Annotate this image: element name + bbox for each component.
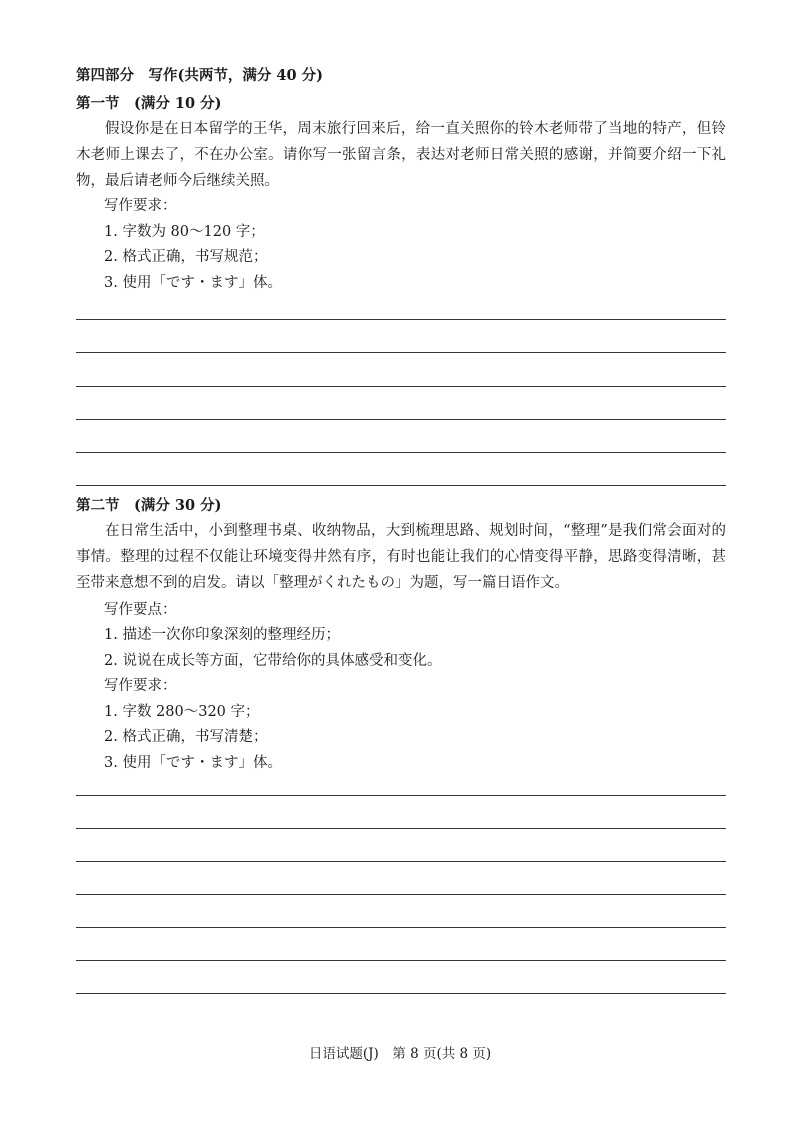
section2-point-2: 2. 说说在成长等方面，它带给你的具体感受和变化。 xyxy=(104,653,442,669)
answer-line[interactable] xyxy=(76,352,726,353)
answer-line[interactable] xyxy=(76,993,726,994)
answer-line[interactable] xyxy=(76,960,726,961)
section1-requirement-2: 2. 格式正确，书写规范； xyxy=(104,249,268,265)
page-footer: 日语试题(J) 第 8 页(共 8 页) xyxy=(308,1046,492,1062)
answer-line[interactable] xyxy=(76,795,726,796)
answer-line[interactable] xyxy=(76,485,726,486)
section2-title: 第二节 (满分 30 分) xyxy=(76,497,222,514)
answer-line[interactable] xyxy=(76,927,726,928)
answer-line[interactable] xyxy=(76,319,726,320)
section1-requirement-1: 1. 字数为 80～120 字； xyxy=(104,224,265,240)
section1-requirements-label: 写作要求： xyxy=(104,198,177,214)
section2-requirement-3: 3. 使用「です・ます」体。 xyxy=(104,755,282,771)
answer-line[interactable] xyxy=(76,894,726,895)
section1-title: 第一节 (满分 10 分) xyxy=(76,95,222,112)
part-title: 第四部分 写作(共两节，满分 40 分) xyxy=(76,67,323,84)
answer-line[interactable] xyxy=(76,861,726,862)
section2-requirement-2: 2. 格式正确，书写清楚； xyxy=(104,729,268,745)
answer-line[interactable] xyxy=(76,828,726,829)
section1-requirement-3: 3. 使用「です・ます」体。 xyxy=(104,275,282,291)
answer-line[interactable] xyxy=(76,386,726,387)
answer-line[interactable] xyxy=(76,452,726,453)
section1-prompt: 假设你是在日本留学的王华，周末旅行回来后，给一直关照你的铃木老师带了当地的特产，但铃木老师上课去了，不在办公室。请你写一张留言条，表达对老师日常关照的感谢，并简要介绍一下礼物，最后请老师今后继续关照。 xyxy=(76,121,726,189)
section2-requirement-1: 1. 字数 280～320 字； xyxy=(104,704,260,720)
section2-prompt: 在日常生活中，小到整理书桌、收纳物品，大到梳理思路、规划时间，“整理”是我们常会面对的事情。整理的过程不仅能让环境变得井然有序，有时也能让我们的心情变得平静，思路变得清晰，甚至带来意想不到的启发。请以「整理がくれたもの」为题，写一篇日语作文。 xyxy=(76,523,726,591)
section2-requirements-label: 写作要求： xyxy=(104,678,177,694)
section2-point-1: 1. 描述一次你印象深刻的整理经历； xyxy=(104,627,340,643)
answer-line[interactable] xyxy=(76,419,726,420)
section2-points-label: 写作要点： xyxy=(104,602,177,618)
